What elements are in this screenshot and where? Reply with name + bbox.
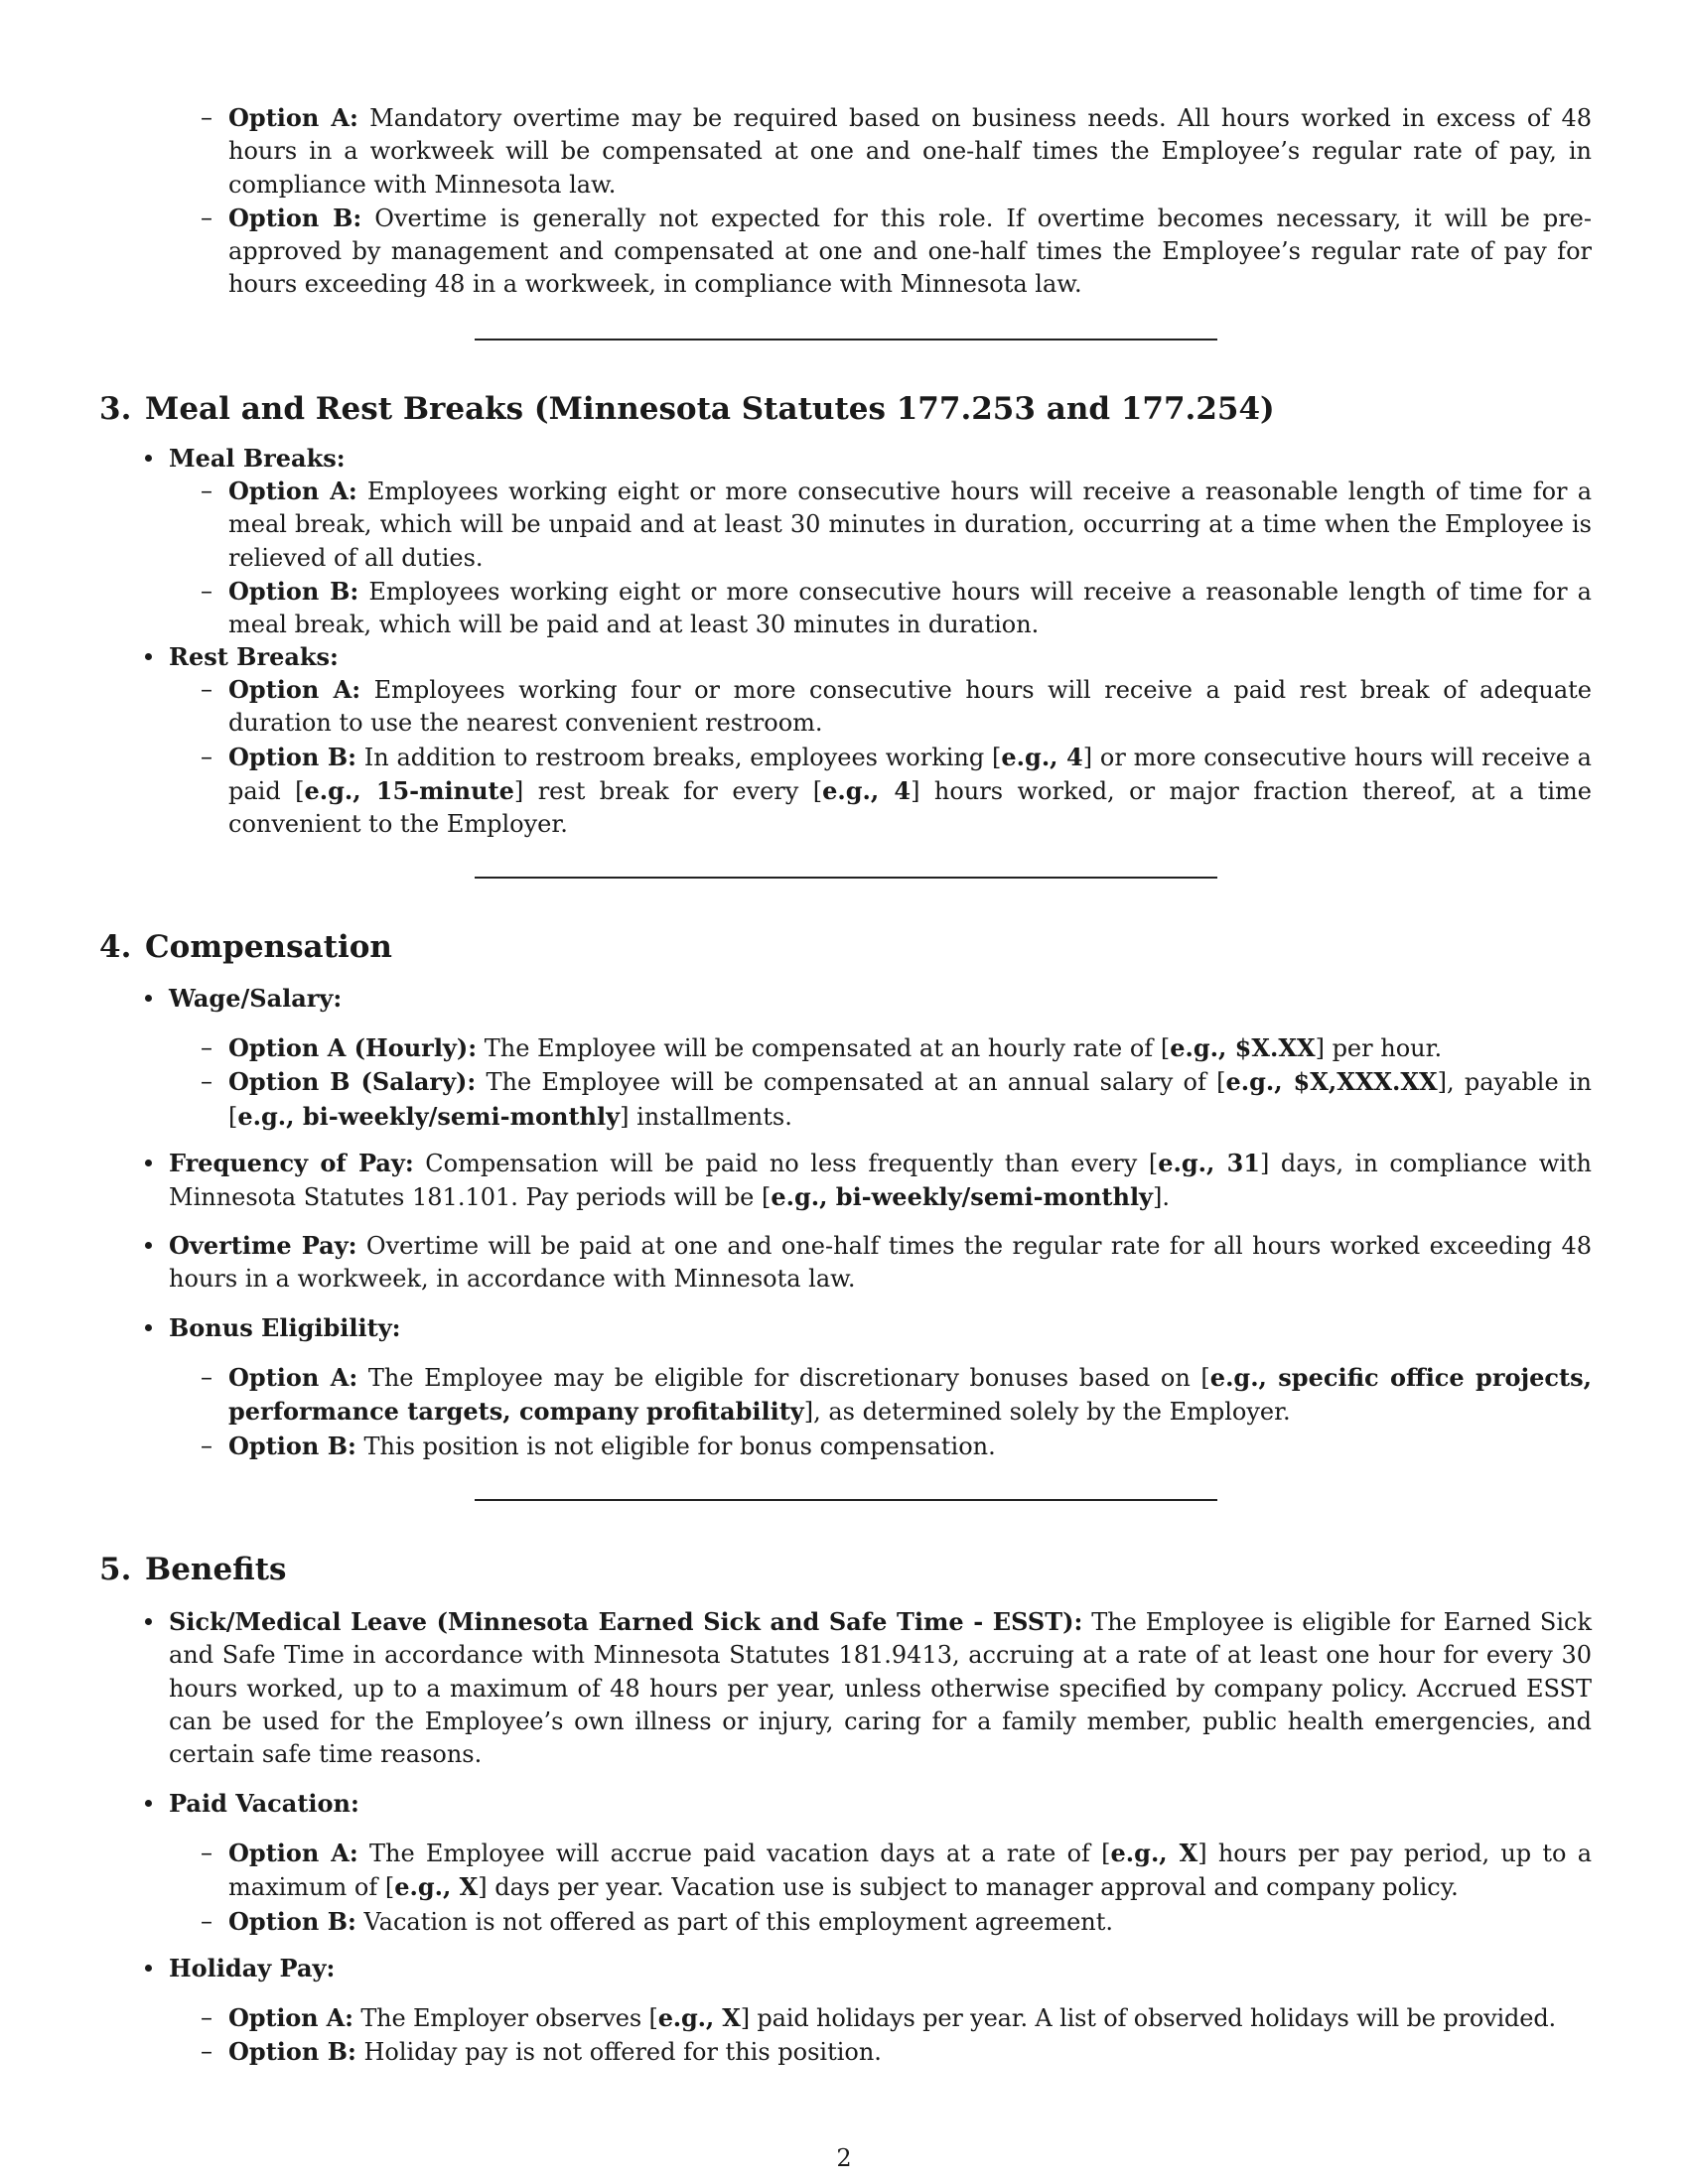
- holiday-option-a: – Option A: The Employer observes [e.g., X] paid holidays per year. A list of observed holidays will be provided.: [228, 2001, 1592, 2035]
- overtime-option-a: – Option A: Mandatory overtime may be required based on business needs. All hours worked in excess of 48 hours in a workweek will be compensated at one and one-half times the Employee’s regular rate of pay, in compliance with Minnesota law.: [228, 101, 1592, 202]
- frequency-of-pay-item: Frequency of Pay: Compensation will be paid no less frequently than every [e.g., 31] days, in compliance with Minnesota Statutes 181.101. Pay periods will be [e.g., bi-weekly/semi-monthly].: [169, 1147, 1592, 1215]
- wage-option-a: – Option A (Hourly): The Employee will be compensated at an hourly rate of [e.g., $X.XX] per hour.: [228, 1031, 1592, 1065]
- bonus-option-b: – Option B: This position is not eligible for bonus compensation.: [228, 1430, 1592, 1463]
- overtime-options-list: [228, 101, 1592, 302]
- paid-vacation-item: Paid Vacation:: [169, 1787, 1592, 1821]
- bullet-dot: [145, 455, 152, 462]
- bullet-dot: [145, 995, 152, 1002]
- meal-breaks-options: [228, 475, 1592, 641]
- vacation-option-a: – Option A: The Employee will accrue paid vacation days at a rate of [e.g., X] hours per pay period, up to a maximum of [e.g., X] days per year. Vacation use is subject to manager approval and company policy.: [228, 1837, 1592, 1905]
- bullet-dot: [145, 1800, 152, 1807]
- overtime-option-b: – Option B: Overtime is generally not expected for this role. If overtime becomes necessary, it will be pre-approved by management and compensated at one and one-half times the Employee’s regular rate of pay for hours exceeding 48 in a workweek, in compliance with Minnesota law.: [228, 202, 1592, 302]
- section-4-heading: 4. Compensation: [99, 929, 392, 965]
- rest-breaks-item: Rest Breaks:: [169, 640, 1592, 674]
- wage-options: [228, 1031, 1592, 1134]
- bullet-dot: [145, 653, 152, 660]
- vacation-options: [228, 1837, 1592, 1939]
- bullet-dot: [145, 1618, 152, 1625]
- holiday-option-b: – Option B: Holiday pay is not offered for this position.: [228, 2035, 1592, 2069]
- bonus-option-a: – Option A: The Employee may be eligible for discretionary bonuses based on [e.g., specific office projects, performance targets, company profitability], as determined solely by the Employer.: [228, 1361, 1592, 1430]
- overtime-pay-item: Overtime Pay: Overtime will be paid at one and one-half times the regular rate for all hours worked exceeding 48 hours in a workweek, in accordance with Minnesota law.: [169, 1229, 1592, 1297]
- section-divider: [475, 877, 1217, 879]
- bullet-dot: [145, 1324, 152, 1331]
- meal-breaks-item: Meal Breaks:: [169, 442, 1592, 476]
- section-divider: [475, 339, 1217, 341]
- wage-option-b: – Option B (Salary): The Employee will be compensated at an annual salary of [e.g., $X,XXX.XX], payable in [e.g., bi-weekly/semi-monthly] installments.: [228, 1065, 1592, 1134]
- section-divider: [475, 1499, 1217, 1501]
- meal-option-a: – Option A: Employees working eight or more consecutive hours will receive a reasonable length of time for a meal break, which will be unpaid and at least 30 minutes in duration, occurring at a time when the Employee is relieved of all duties.: [228, 475, 1592, 575]
- vacation-option-b: – Option B: Vacation is not offered as part of this employment agreement.: [228, 1905, 1592, 1939]
- section-3-heading: 3. Meal and Rest Breaks (Minnesota Statutes 177.253 and 177.254): [99, 391, 1275, 427]
- rest-option-b: – Option B: In addition to restroom breaks, employees working [e.g., 4] or more consecutive hours will receive a paid [e.g., 15-minute] rest break for every [e.g., 4] hours worked, or major fraction thereof, at a time convenient to the Employer.: [228, 741, 1592, 842]
- sick-leave-item: Sick/Medical Leave (Minnesota Earned Sick and Safe Time - ESST): The Employee is eligible for Earned Sick and Safe Time in accordance with Minnesota Statutes 181.9413, accruing at a rate of at least one hour for every 30 hours worked, up to a maximum of 48 hours per year, unless otherwise specified by company policy. Accrued ESST can be used for the Employee’s own illness or injury, caring for a family member, public health emergencies, and certain safe time reasons.: [169, 1605, 1592, 1771]
- rest-option-a: – Option A: Employees working four or more consecutive hours will receive a paid rest break of adequate duration to use the nearest convenient restroom.: [228, 673, 1592, 741]
- rest-breaks-options: [228, 673, 1592, 841]
- bullet-dot: [145, 1242, 152, 1249]
- wage-salary-item: Wage/Salary:: [169, 982, 1592, 1016]
- bonus-options: [228, 1361, 1592, 1463]
- page-number: 2: [836, 2144, 852, 2172]
- bullet-dot: [145, 1160, 152, 1166]
- meal-option-b: – Option B: Employees working eight or more consecutive hours will receive a reasonable length of time for a meal break, which will be paid and at least 30 minutes in duration.: [228, 575, 1592, 642]
- bonus-eligibility-item: Bonus Eligibility:: [169, 1311, 1592, 1345]
- bullet-dot: [145, 1965, 152, 1972]
- holiday-options: [228, 2001, 1592, 2070]
- holiday-pay-item: Holiday Pay:: [169, 1952, 1592, 1985]
- section-5-heading: 5. Benefits: [99, 1552, 287, 1587]
